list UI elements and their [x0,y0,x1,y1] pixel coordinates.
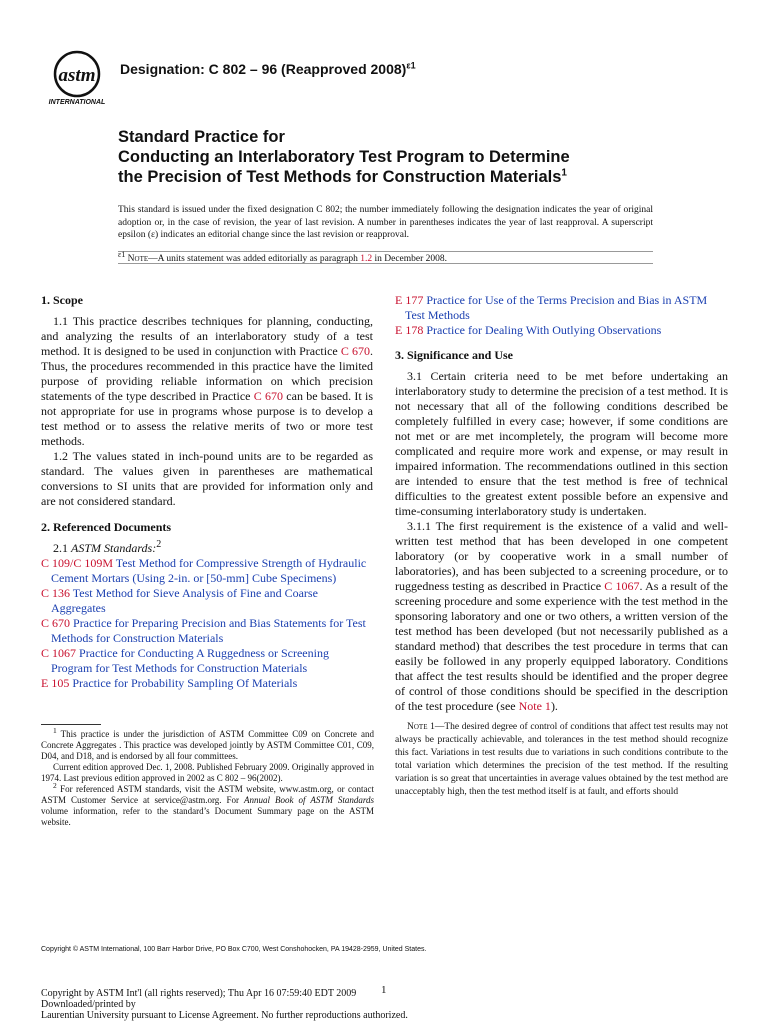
page-number: 1 [381,984,387,996]
document-title: Standard Practice for Conducting an Interlaboratory Test Program to Determine the Precision of Test Methods for Construction Materials$^1$ [118,128,570,186]
astm-logo [42,48,112,110]
divider [118,263,653,264]
svg-text:astm: astm [58,65,96,86]
section-heading-scope: 1. Scope [41,293,83,307]
paragraph-link[interactable]: 1.2 [360,254,373,264]
designation: Designation: C 802 – 96 (Reapproved 2008)$^{\varepsilon 1}$ [120,60,416,77]
ref-link-c670[interactable]: C 670 [253,389,284,403]
note-link[interactable]: Note 1 [518,699,551,713]
significance-paragraph-1: 3.1 Certain criteria need to be met before undertaking an interlaboratory study to determine the precision of a test method. It is not necessary that all of the following conditions described be completely fulfilled in every case; however, if some conditions are not met or are met incompletely, the program will become more complicated and require more work and expense, or may result in impaired information. The recommendations outlined in this section are intended to ensure that the test method is free of technical difficulties to the greatest extent possible before an expensive and time-consuming interlaboratory study is undertaken. [395,369,728,518]
reference-item[interactable]: E 105 Practice for Probability Sampling Of Materials [41,676,298,690]
copyright-line: Copyright © ASTM International, 100 Barr Harbor Drive, PO Box C700, West Conshohocken, PA 19428-2959, United States. [41,946,427,953]
right-column [395,293,728,799]
epsilon-note: $^{\varepsilon 1}$ Note—A units statement was added editorially as paragraph 1.2 in December 2008. [118,251,653,264]
significance-paragraph-2: 3.1.1 The first requirement is the existence of a valid and well-written test method that has been developed in one competent laboratory (or by cooperative work in a small number of laboratories), and has been subjected to a screening procedure, or to ruggedness testing as described in Practice C 1067. As a result of the screening procedure and some experience with the test method in the sponsoring laboratory and one or two others, a written version of the test method has been developed (but not necessarily published as a standard method) that describes the test procedure in terms that can easily be followed in any properly equipped laboratory. Conditions that affect the test results should be identified and the proper degree of control of those conditions should be specified in the description of the test procedure (see Note 1). [395,519,728,713]
footnotes: $^1$ This practice is under the jurisdiction of ASTM Committee C09 on Concrete and Concrete Aggregates . This practice was developed jointly by ASTM Committee C01, C09, D04, and D18, and is endorsed by all four committees. Current edition approved Dec. 1, 2008. Published February 2009. Originally approved in 1974. Last previous edition approved in 2002 as C 802 – 96(2002). $^2$ For referenced ASTM standards, visit the ASTM website, www.astm.org, or contact ASTM Customer Service at service@astm.org. For Annual Book of ASTM Standards volume information, refer to the standard’s Document Summary page on the ASTM website. [41,726,375,827]
section-heading-significance: 3. Significance and Use [395,348,514,362]
download-notice: Copyright by ASTM Int'l (all rights reserved); Thu Apr 16 07:59:40 EDT 2009 Downloaded/printed by Laurentian University pursuant to License Agreement. No further reproductions authorized. [41,988,408,1021]
issue-statement: This standard is issued under the fixed designation C 802; the number immediately following the designation indicates the year of original adoption or, in the case of revision, the year of last revision. A number in parentheses indicates the year of last reapproval. A superscript epsilon (ε) indicates an editorial change since the last revision or reapproval. [118,205,653,240]
left-column [41,293,373,691]
astm-standards-label: 2.1 ASTM Standards:$^2$ [53,539,162,555]
ref-link-c1067[interactable]: C 1067 [604,579,640,593]
footnote-divider [41,724,101,725]
section-heading-references: 2. Referenced Documents [41,520,172,534]
scope-paragraph-2: 1.2 The values stated in inch-pound units are to be regarded as standard. The values given in parentheses are mathematical conversions to SI units that are provided for information only and are not considered standard. [41,449,373,508]
scope-paragraph-1: 1.1 This practice describes techniques for planning, conducting, and analyzing the results of an interlaboratory study of a test method. It is designed to be used in conjunction with Practice C 670. Thus, the procedures recommended in this practice have the limited purpose of providing reliable information on which precision statements of the type described in Practice C 670 can be based. It is not appropriate for use in programs whose purpose is to develop a test method or to assess the relative merits of two or more test methods. [41,314,373,448]
ref-link-c670[interactable]: C 670 [340,344,370,358]
logo-text: INTERNATIONAL [48,99,106,106]
reference-item[interactable]: E 178 Practice for Dealing With Outlying Observations [395,323,662,337]
reference-item[interactable]: C 1067 Practice for Conducting A Ruggedness or Screening Program for Test Methods for Construction Materials [41,646,329,675]
note-1: Note 1—The desired degree of control of conditions that affect test results may not always be practically achievable, and tolerances in the test method should recognize this fact. Variations in test results due to variations in such conditions contribute to the total variation which determines the precision of the test method. If the resulting variation is so great that uncertainties in average values obtained by the test method are unacceptably high, then the test method itself is at fault, and efforts should [395,722,728,797]
reference-item[interactable]: C 109/C 109M Test Method for Compressive Strength of Hydraulic Cement Mortars (Using 2-in. or [50-mm] Cube Specimens) [41,556,367,585]
reference-item[interactable]: C 670 Practice for Preparing Precision and Bias Statements for Test Methods for Construction Materials [41,616,366,645]
reference-item[interactable]: E 177 Practice for Use of the Terms Precision and Bias in ASTM Test Methods [395,293,708,322]
reference-item[interactable]: C 136 Test Method for Sieve Analysis of Fine and Coarse Aggregates [41,586,318,615]
